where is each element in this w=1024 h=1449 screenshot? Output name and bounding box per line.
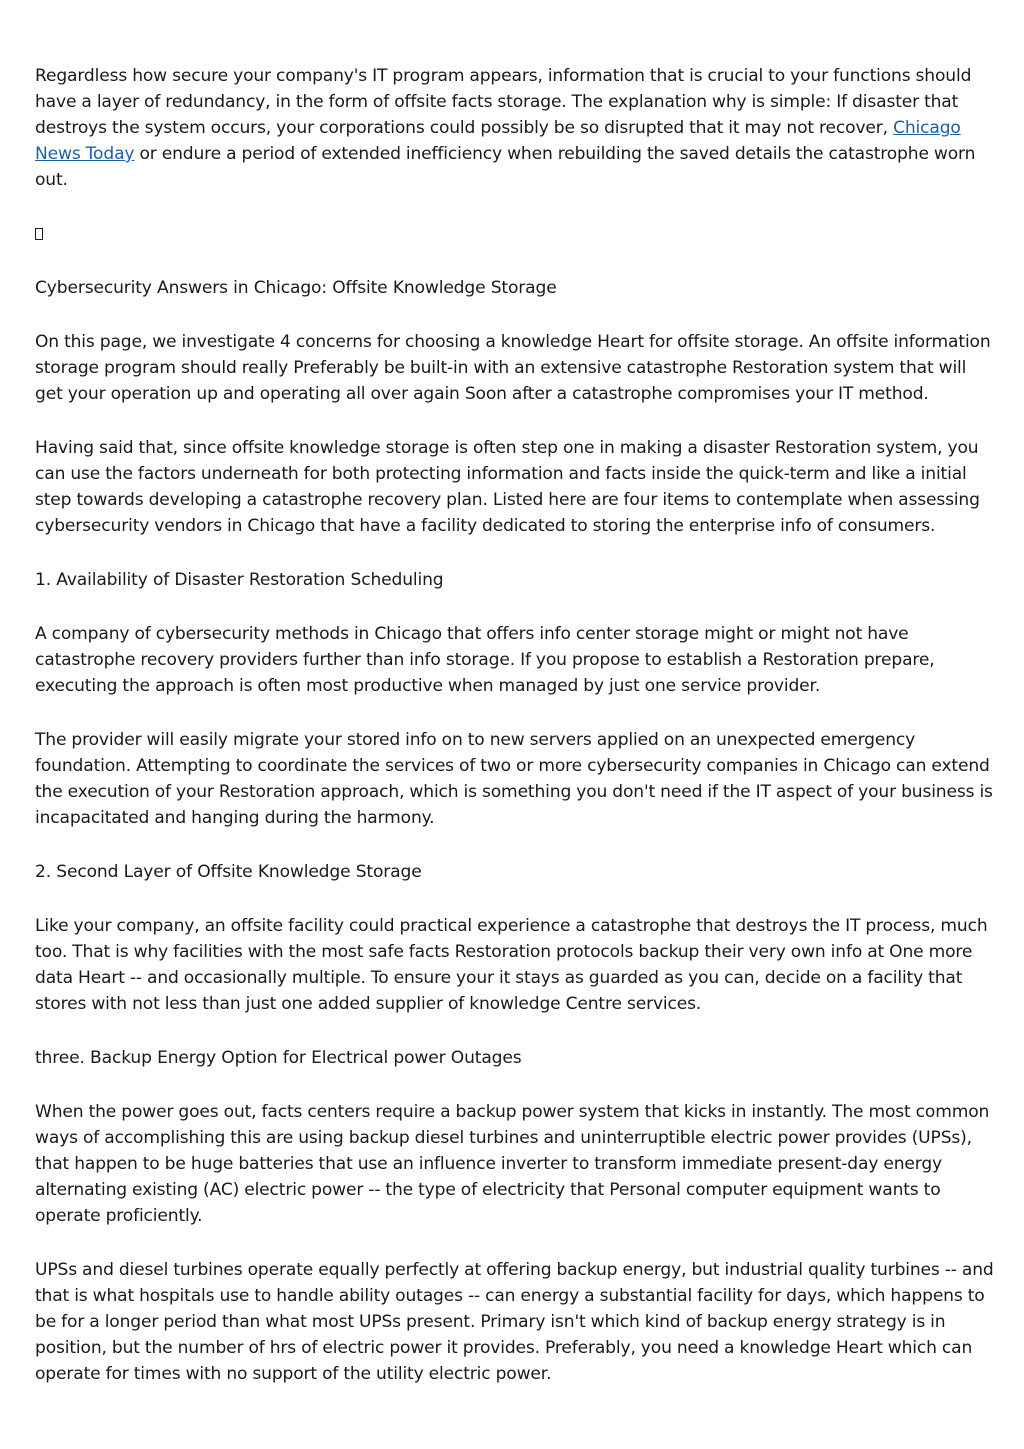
image-placeholder	[35, 221, 995, 247]
section-paragraph: The provider will easily migrate your stored info on to new servers applied on an unexpected emergency foundation. Attempting to coordinate the services of two or more cybersecurity companies in Chicago can extend the execution of your Restoration approach, which is something you don't need if the IT aspect of your business is incapacitated and hanging during the harmony.	[35, 730, 993, 828]
chicago-news-today-link[interactable]: Chicago News Today	[35, 118, 961, 164]
section-heading-backup-energy: three. Backup Energy Option for Electrical power Outages	[35, 1048, 522, 1068]
missing-image-icon	[35, 228, 43, 240]
section-paragraph: A company of cybersecurity methods in Chicago that offers info center storage might or might not have catastrophe recovery providers further than info storage. If you propose to establish a Restoration prepare, executing the approach is often most productive when managed by just one service provider.	[35, 624, 935, 696]
body-paragraph: Having said that, since offsite knowledge storage is often step one in making a disaster Restoration system, you can use the factors underneath for both protecting information and facts inside the quick-term and like a initial step towards developing a catastrophe recovery plan. Listed here are four items to contemplate when assessing cybersecurity vendors in Chicago that have a facility dedicated to storing the enterprise info of consumers.	[35, 438, 980, 536]
section-paragraph: When the power goes out, facts centers require a backup power system that kicks in instantly. The most common ways of accomplishing this are using backup diesel turbines and uninterruptible electric power provides (UPSs), that happen to be huge batteries that use an influence inverter to transform immediate present-day energy alternating existing (AC) electric power -- the type of electricity that Personal computer equipment wants to operate proficiently.	[35, 1102, 990, 1226]
intro-text-before-link: Regardless how secure your company's IT program appears, information that is crucial to your functions should have a layer of redundancy, in the form of offsite facts storage. The explanation why is simple: If disaster that destroys the system occurs, your corporations could possibly be so disrupted that it may not recover,	[35, 66, 972, 138]
intro-text-after-link: or endure a period of extended inefficiency when rebuilding the saved details the catastrophe worn out.	[35, 144, 976, 190]
article	[35, 63, 995, 1415]
body-paragraph: On this page, we investigate 4 concerns for choosing a knowledge Heart for offsite storage. An offsite information storage program should really Preferably be built-in with an extensive catastrophe Restoration system that will get your operation up and operating all over again Soon after a catastrophe compromises your IT method.	[35, 332, 991, 404]
section-heading-second-layer: 2. Second Layer of Offsite Knowledge Storage	[35, 862, 422, 882]
section-heading-disaster-restoration: 1. Availability of Disaster Restoration Scheduling	[35, 570, 444, 590]
intro-paragraph	[35, 63, 995, 193]
article-title: Cybersecurity Answers in Chicago: Offsite Knowledge Storage	[35, 278, 557, 298]
section-paragraph: Like your company, an offsite facility could practical experience a catastrophe that destroys the IT process, much too. That is why facilities with the most safe facts Restoration protocols backup their very own info at One more data Heart -- and occasionally multiple. To ensure your it stays as guarded as you can, decide on a facility that stores with not less than just one added supplier of knowledge Centre services.	[35, 916, 988, 1014]
section-paragraph: UPSs and diesel turbines operate equally perfectly at offering backup energy, but industrial quality turbines -- and that is what hospitals use to handle ability outages -- can energy a substantial facility for days, which happens to be for a longer period than what most UPSs present. Primary isn't which kind of backup energy strategy is in position, but the number of hrs of electric power it provides. Preferably, you need a knowledge Heart which can operate for times with no support of the utility electric power.	[35, 1260, 994, 1384]
